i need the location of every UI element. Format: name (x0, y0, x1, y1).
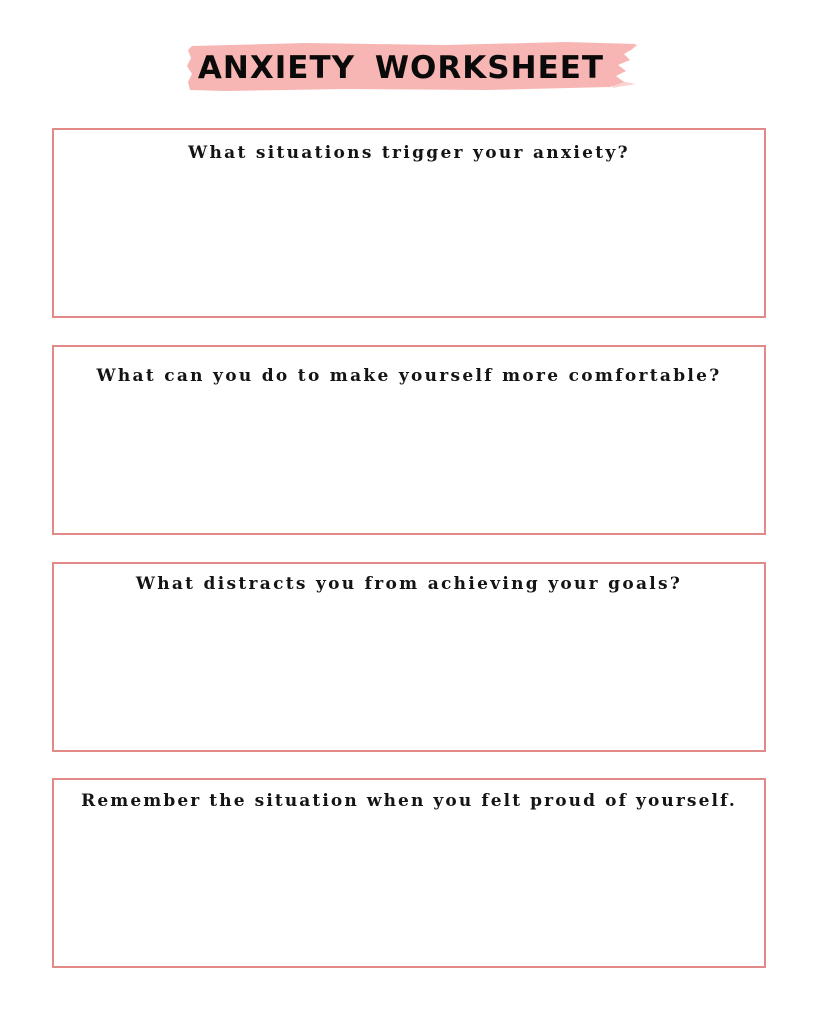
title-banner (186, 40, 638, 92)
page-title: ANXIETY WORKSHEET (197, 50, 605, 86)
question-comfort: What can you do to make yourself more comfortable? (96, 366, 722, 386)
answer-box-distractions[interactable] (52, 562, 766, 752)
answer-box-triggers[interactable] (52, 128, 766, 318)
answer-box-comfort[interactable] (52, 345, 766, 535)
answer-box-proud[interactable] (52, 778, 766, 968)
question-distractions: What distracts you from achieving your goals? (135, 574, 683, 594)
question-triggers: What situations trigger your anxiety? (188, 143, 630, 163)
question-proud: Remember the situation when you felt proud of yourself. (81, 791, 737, 811)
